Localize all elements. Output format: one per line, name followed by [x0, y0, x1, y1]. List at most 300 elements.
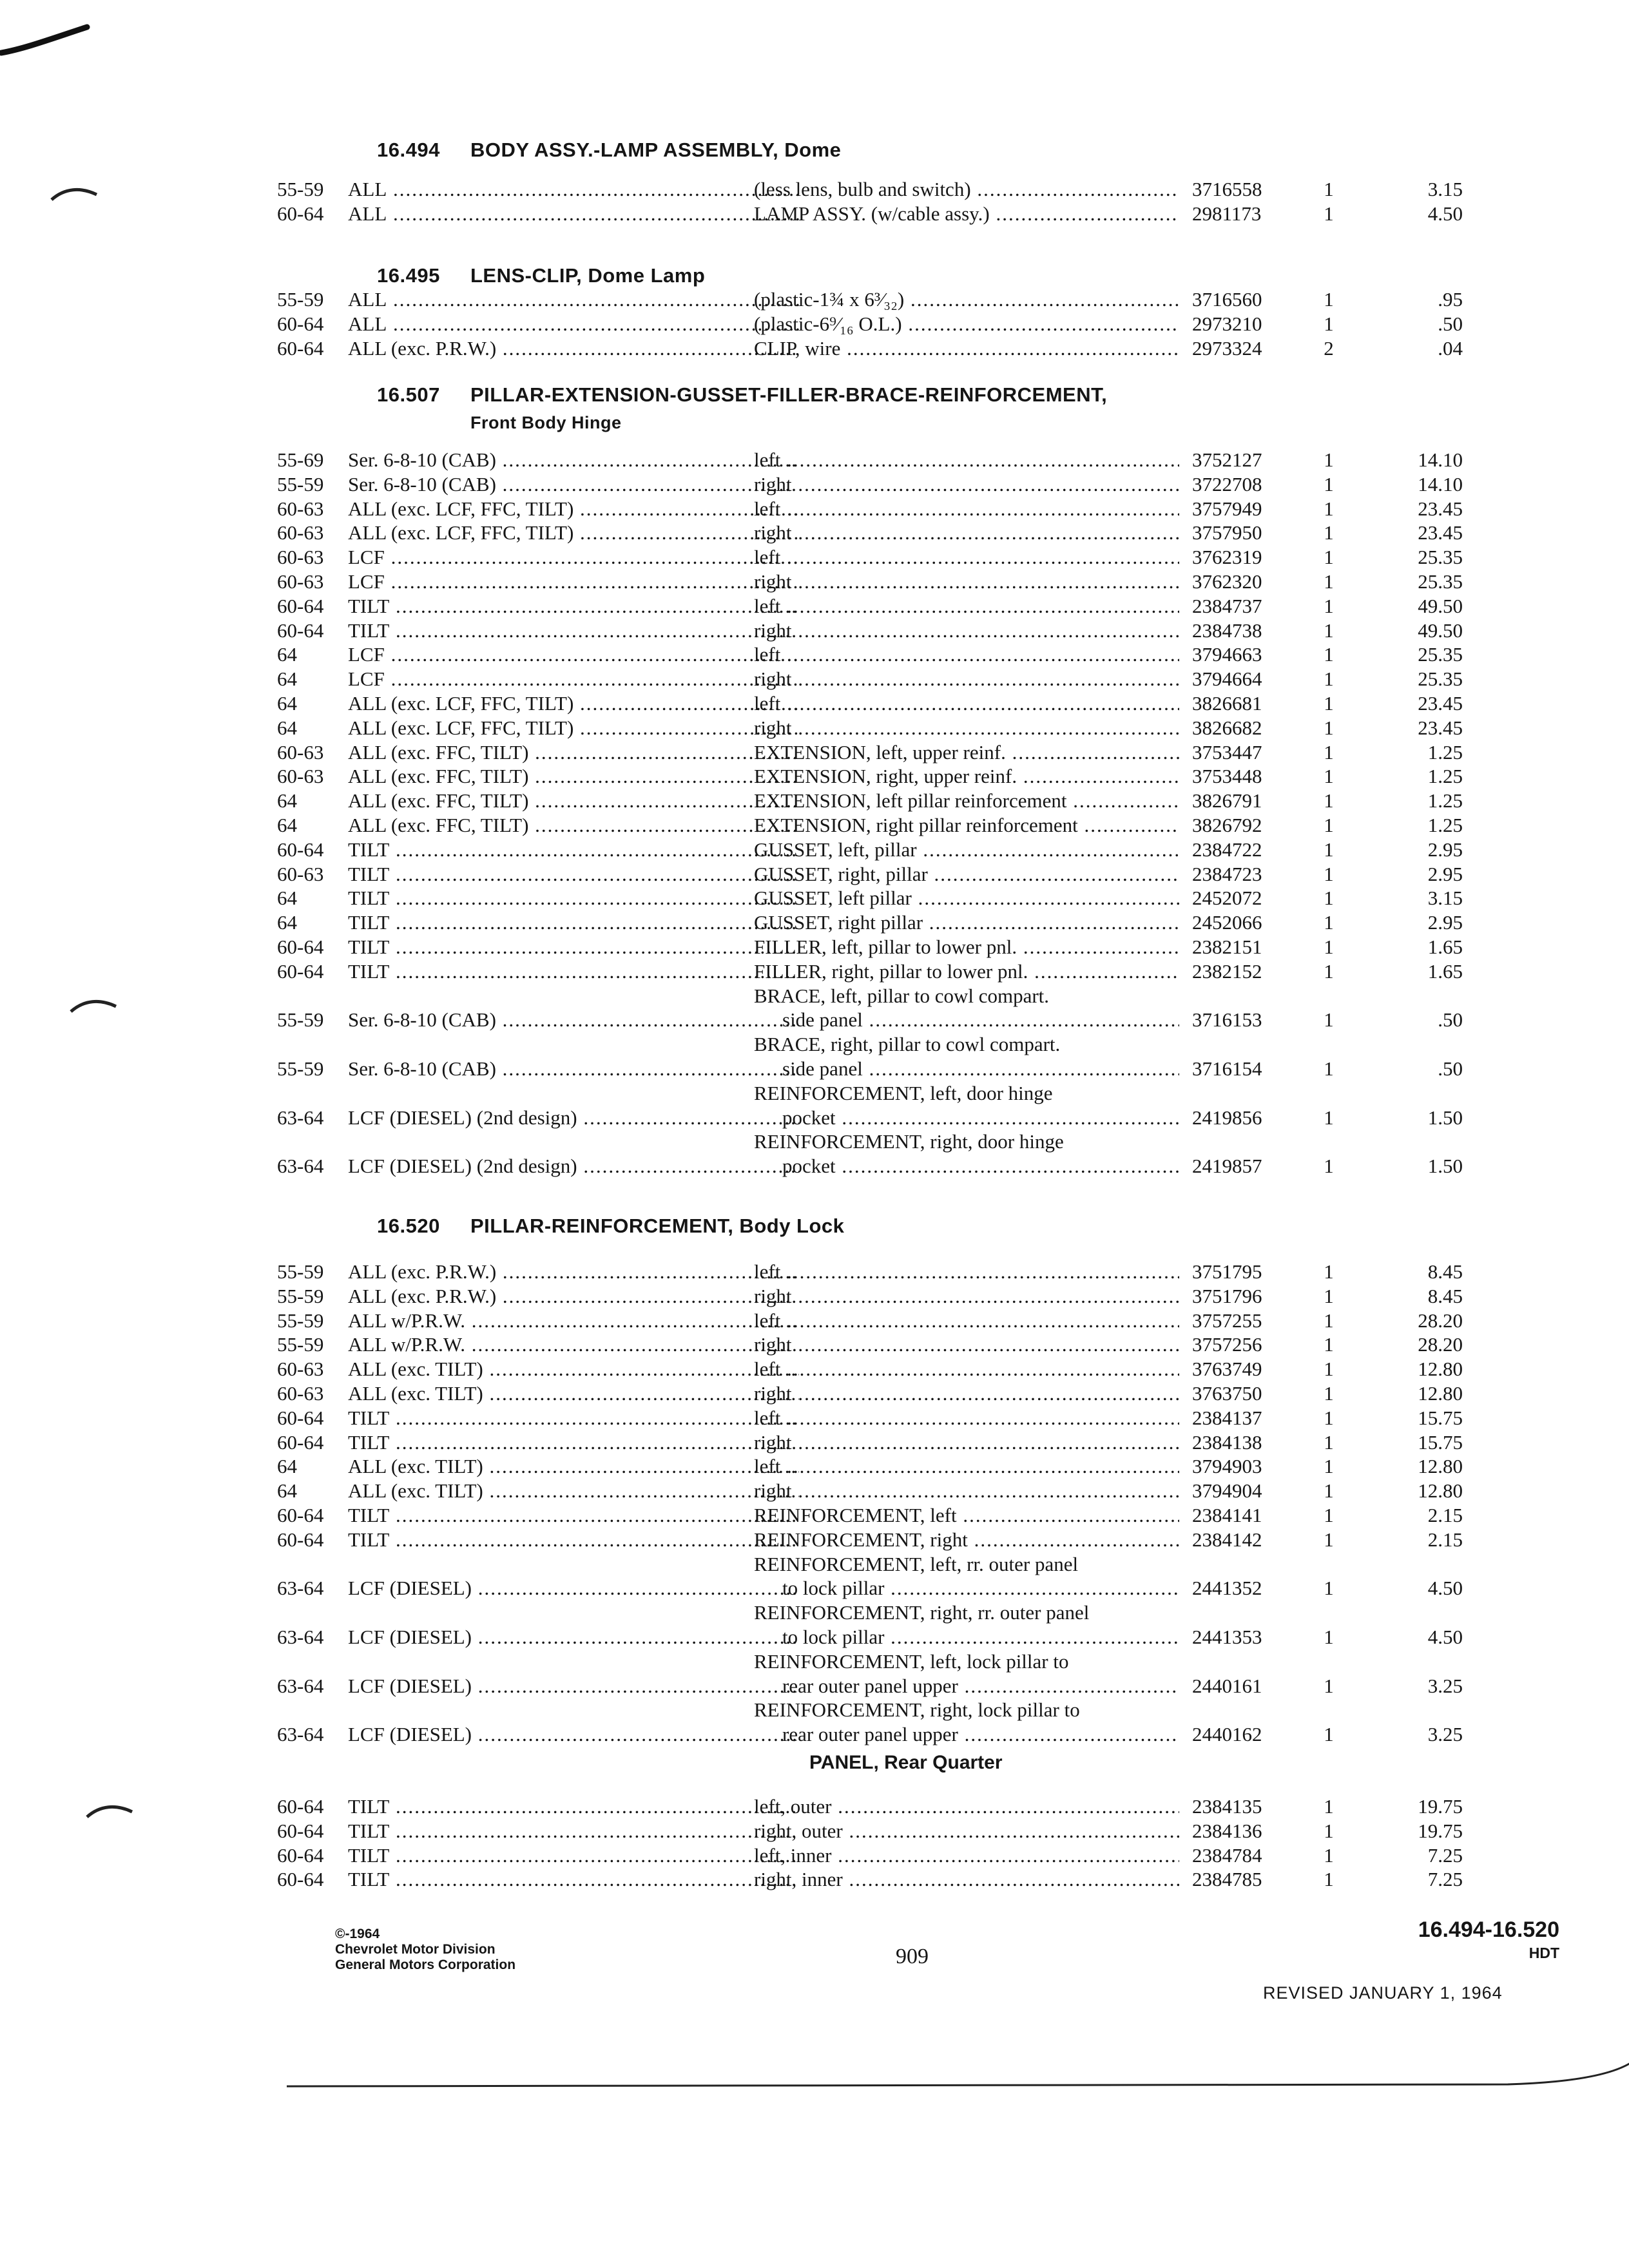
description-cell: right ..... [754, 1332, 1179, 1357]
price-cell: 23.45 [1418, 521, 1463, 544]
model-cell: TILT ..... [348, 1406, 799, 1430]
section-16-507 [277, 377, 1553, 1178]
part-number-cell: 2419856 [1192, 1106, 1262, 1129]
year-cell: 55-59 [277, 472, 324, 495]
part-number-cell: 3757950 [1192, 521, 1262, 544]
year-cell: 55-59 [277, 1333, 324, 1356]
year-cell: 60-63 [277, 570, 324, 593]
year-cell: 63-64 [277, 1625, 324, 1648]
subgroup-heading: PANEL, Rear Quarter [809, 1751, 1003, 1773]
year-cell: 64 [277, 887, 297, 910]
description-cell [754, 1649, 1179, 1698]
description-cell: EXTENSION, right pillar reinforcement ..... [754, 813, 1179, 838]
part-number-cell: 2441352 [1192, 1577, 1262, 1600]
price-cell: 2.95 [1427, 911, 1463, 934]
parts-row [277, 862, 1553, 887]
description-cell: GUSSET, left pillar ..... [754, 886, 1179, 910]
parts-row [277, 1649, 1553, 1698]
model-cell: LCF (DIESEL) (2nd design) ..... [348, 1154, 799, 1178]
parts-row [277, 594, 1553, 619]
description-cell: right ..... [754, 521, 1179, 545]
revision-date: REVISED JANUARY 1, 1964 [1263, 1983, 1503, 2003]
model-cell: TILT ..... [348, 594, 799, 619]
model-cell: ALL ..... [348, 287, 799, 312]
model-cell: Ser. 6-8-10 (CAB) ..... [348, 1057, 799, 1081]
year-cell: 64 [277, 1479, 297, 1503]
year-cell: 60-63 [277, 521, 324, 544]
model-cell: ALL (exc. FFC, TILT) ..... [348, 813, 799, 838]
price-cell: 1.25 [1427, 813, 1463, 836]
part-number-cell: 2382151 [1192, 935, 1262, 958]
section-title: BODY ASSY.-LAMP ASSEMBLY, Dome [470, 139, 842, 161]
description-line: REINFORCEMENT, right, lock pillar to [754, 1698, 1080, 1722]
description-cell: (plastic-6⁹⁄₁₆ O.L.) ..... [754, 312, 1179, 336]
parts-row [277, 1430, 1553, 1455]
parts-row [277, 1867, 1553, 1892]
quantity-cell: 1 [1324, 1284, 1334, 1307]
quantity-cell: 1 [1324, 288, 1334, 311]
description-cell: left ..... [754, 691, 1179, 716]
description-cell [754, 1552, 1179, 1601]
parts-row [277, 336, 1553, 361]
part-number-cell: 2440162 [1192, 1723, 1262, 1746]
part-number-cell: 2384723 [1192, 862, 1262, 885]
description-cell: left ..... [754, 1260, 1179, 1284]
part-number-cell: 3752127 [1192, 448, 1262, 471]
description-continuation: side panel ..... [754, 1008, 1179, 1032]
quantity-cell: 1 [1324, 570, 1334, 593]
price-cell: 1.25 [1427, 740, 1463, 764]
price-cell: .95 [1438, 288, 1463, 311]
description-cell [754, 984, 1179, 1033]
model-cell: TILT ..... [348, 935, 799, 959]
part-number-cell: 2452066 [1192, 911, 1262, 934]
page-number: 909 [896, 1945, 929, 1968]
parts-row [277, 1406, 1553, 1430]
year-cell: 55-59 [277, 1309, 324, 1332]
quantity-cell: 1 [1324, 1430, 1334, 1454]
year-cell: 64 [277, 813, 297, 836]
description-continuation: side panel ..... [754, 1057, 1179, 1081]
quantity-cell: 1 [1324, 178, 1334, 200]
section-header [277, 258, 1553, 287]
model-cell: TILT ..... [348, 910, 799, 935]
model-cell: ALL (exc. LCF, FFC, TILT) ..... [348, 716, 799, 740]
part-number-cell: 2384142 [1192, 1528, 1262, 1551]
year-cell: 60-63 [277, 1358, 324, 1381]
quantity-cell: 1 [1324, 1868, 1334, 1891]
section-header [277, 132, 1553, 177]
quantity-cell: 1 [1324, 716, 1334, 739]
part-number-cell: 3826791 [1192, 789, 1262, 812]
year-cell: 60-64 [277, 202, 324, 225]
section-16-494 [277, 132, 1553, 226]
description-cell: right ..... [754, 1381, 1179, 1406]
quantity-cell: 1 [1324, 1794, 1334, 1818]
description-continuation: pocket ..... [754, 1154, 1179, 1178]
quantity-cell: 1 [1324, 448, 1334, 471]
price-cell: 2.95 [1427, 862, 1463, 885]
price-cell: 15.75 [1418, 1430, 1463, 1454]
part-number-cell: 2973324 [1192, 336, 1262, 360]
part-number-cell: 3794663 [1192, 643, 1262, 666]
model-cell: LCF ..... [348, 570, 799, 594]
parts-row [277, 813, 1553, 838]
parts-row [277, 1819, 1553, 1843]
year-cell: 63-64 [277, 1723, 324, 1746]
year-cell: 55-69 [277, 448, 324, 471]
parts-row [277, 642, 1553, 667]
model-cell: TILT ..... [348, 1794, 799, 1819]
description-cell: left ..... [754, 448, 1179, 472]
year-cell: 64 [277, 789, 297, 812]
parts-row [277, 667, 1553, 691]
section-title: LENS-CLIP, Dome Lamp [470, 264, 706, 287]
quantity-cell: 1 [1324, 1843, 1334, 1867]
description-line: BRACE, right, pillar to cowl compart. [754, 1033, 1061, 1056]
quantity-cell: 1 [1324, 1577, 1334, 1600]
quantity-cell: 1 [1324, 838, 1334, 861]
parts-row [277, 789, 1553, 813]
parts-row [277, 1032, 1553, 1081]
description-cell [754, 1129, 1179, 1178]
price-cell: 25.35 [1418, 546, 1463, 569]
model-cell: TILT ..... [348, 1528, 799, 1552]
quantity-cell: 1 [1324, 740, 1334, 764]
description-cell: GUSSET, right pillar ..... [754, 910, 1179, 935]
section-number: 16.495 [377, 264, 440, 287]
year-cell: 60-64 [277, 838, 324, 861]
description-cell: left ..... [754, 1357, 1179, 1381]
year-cell: 64 [277, 1455, 297, 1478]
price-cell: 25.35 [1418, 643, 1463, 666]
model-cell: ALL ..... [348, 177, 799, 202]
parts-row [277, 1381, 1553, 1406]
price-cell: 2.15 [1427, 1503, 1463, 1526]
description-cell: right ..... [754, 1284, 1179, 1309]
year-cell: 60-64 [277, 594, 324, 617]
part-number-cell: 3763750 [1192, 1381, 1262, 1405]
part-number-cell: 3763749 [1192, 1358, 1262, 1381]
description-cell: EXTENSION, left pillar reinforcement ..... [754, 789, 1179, 813]
quantity-cell: 1 [1324, 521, 1334, 544]
model-cell: TILT ..... [348, 1430, 799, 1455]
part-number-cell: 2382152 [1192, 959, 1262, 983]
year-cell: 55-59 [277, 1057, 324, 1080]
section-16-520 [277, 1208, 1553, 1892]
year-cell: 63-64 [277, 1155, 324, 1178]
year-cell: 64 [277, 911, 297, 934]
parts-row [277, 1129, 1553, 1178]
price-cell: 49.50 [1418, 619, 1463, 642]
quantity-cell: 1 [1324, 1625, 1334, 1648]
copyright-year: ©-1964 [335, 1927, 380, 1941]
quantity-cell: 1 [1324, 1406, 1334, 1429]
year-cell: 60-64 [277, 1430, 324, 1454]
part-number-cell: 2384722 [1192, 838, 1262, 861]
model-cell: ALL (exc. P.R.W.) ..... [348, 336, 799, 361]
price-cell: 1.50 [1427, 1106, 1463, 1129]
model-cell: TILT ..... [348, 1843, 799, 1868]
quantity-cell: 1 [1324, 789, 1334, 812]
year-cell: 60-64 [277, 959, 324, 983]
description-cell: right, outer ..... [754, 1819, 1179, 1843]
year-cell: 55-59 [277, 1260, 324, 1283]
parts-row [277, 619, 1553, 643]
parts-row [277, 1698, 1553, 1747]
model-cell: ALL (exc. LCF, FFC, TILT) ..... [348, 497, 799, 521]
quantity-cell: 1 [1324, 862, 1334, 885]
parts-row [277, 497, 1553, 521]
year-cell: 60-63 [277, 497, 324, 520]
parts-row [277, 312, 1553, 336]
quantity-cell: 1 [1324, 887, 1334, 910]
description-cell: (less lens, bulb and switch) ..... [754, 177, 1179, 202]
model-cell: ALL ..... [348, 312, 799, 336]
description-cell: GUSSET, right, pillar ..... [754, 862, 1179, 887]
year-cell: 63-64 [277, 1577, 324, 1600]
description-cell: right ..... [754, 1430, 1179, 1455]
description-cell: (plastic-1¾ x 6³⁄₃₂) ..... [754, 287, 1179, 312]
part-number-cell: 3826682 [1192, 716, 1262, 739]
model-cell: ALL (exc. TILT) ..... [348, 1357, 799, 1381]
quantity-cell: 1 [1324, 619, 1334, 642]
model-cell: ALL (exc. P.R.W.) ..... [348, 1260, 799, 1284]
description-cell: EXTENSION, left, upper reinf. ..... [754, 740, 1179, 765]
model-cell: LCF ..... [348, 667, 799, 691]
model-cell: ALL w/P.R.W. ..... [348, 1332, 799, 1357]
model-cell: ALL (exc. TILT) ..... [348, 1479, 799, 1503]
part-number-cell: 2452072 [1192, 887, 1262, 910]
quantity-cell: 1 [1324, 202, 1334, 225]
description-cell: right, inner ..... [754, 1867, 1179, 1892]
price-cell: 1.25 [1427, 765, 1463, 788]
description-cell: right ..... [754, 716, 1179, 740]
year-cell: 64 [277, 643, 297, 666]
description-continuation: rear outer panel upper ..... [754, 1722, 1179, 1747]
price-cell: 28.20 [1418, 1309, 1463, 1332]
description-cell: GUSSET, left, pillar ..... [754, 838, 1179, 862]
part-number-cell: 2981173 [1192, 202, 1262, 225]
quantity-cell: 1 [1324, 472, 1334, 495]
price-cell: 1.25 [1427, 789, 1463, 812]
description-cell: REINFORCEMENT, right ..... [754, 1528, 1179, 1552]
model-cell: ALL (exc. FFC, TILT) ..... [348, 740, 799, 765]
parts-row [277, 472, 1553, 497]
parts-row [277, 545, 1553, 570]
part-number-cell: 3716154 [1192, 1057, 1262, 1080]
part-number-cell: 2973210 [1192, 312, 1262, 335]
description-continuation: to lock pillar ..... [754, 1625, 1179, 1649]
description-cell: FILLER, right, pillar to lower pnl. ..... [754, 959, 1179, 984]
model-cell: TILT ..... [348, 1503, 799, 1528]
model-cell: LCF ..... [348, 642, 799, 667]
parts-row [277, 740, 1553, 765]
description-cell: LAMP ASSY. (w/cable assy.) ..... [754, 202, 1179, 226]
year-cell: 60-64 [277, 1843, 324, 1867]
quantity-cell: 1 [1324, 312, 1334, 335]
year-cell: 60-64 [277, 1406, 324, 1429]
part-number-cell: 3757949 [1192, 497, 1262, 520]
price-cell: 15.75 [1418, 1406, 1463, 1429]
description-line: REINFORCEMENT, left, lock pillar to [754, 1649, 1069, 1673]
price-cell: 23.45 [1418, 716, 1463, 739]
price-cell: 4.50 [1427, 1577, 1463, 1600]
section-number: 16.520 [377, 1215, 440, 1237]
part-number-cell: 3794903 [1192, 1455, 1262, 1478]
year-cell: 60-64 [277, 619, 324, 642]
quantity-cell: 1 [1324, 1381, 1334, 1405]
year-cell: 60-63 [277, 862, 324, 885]
parts-row [277, 886, 1553, 910]
parts-row [277, 691, 1553, 716]
parts-row [277, 1794, 1553, 1819]
part-number-cell: 3753448 [1192, 765, 1262, 788]
price-cell: 4.50 [1427, 202, 1463, 225]
section-number: 16.507 [377, 383, 440, 406]
description-cell: left ..... [754, 594, 1179, 619]
model-cell: ALL (exc. TILT) ..... [348, 1381, 799, 1406]
price-cell: .04 [1438, 336, 1463, 360]
year-cell: 60-64 [277, 1528, 324, 1551]
price-cell: 19.75 [1418, 1794, 1463, 1818]
part-number-cell: 3722708 [1192, 472, 1262, 495]
quantity-cell: 1 [1324, 546, 1334, 569]
price-cell: 2.95 [1427, 838, 1463, 861]
model-cell: TILT ..... [348, 619, 799, 643]
model-cell: LCF (DIESEL) (2nd design) ..... [348, 1106, 799, 1130]
parts-row [277, 1552, 1553, 1601]
quantity-cell: 1 [1324, 1008, 1334, 1032]
model-cell: LCF (DIESEL) ..... [348, 1625, 799, 1649]
parts-row [277, 984, 1553, 1033]
quantity-cell: 1 [1324, 668, 1334, 691]
catalog-code: HDT [1528, 1945, 1559, 1961]
quantity-cell: 1 [1324, 643, 1334, 666]
part-number-cell: 2384785 [1192, 1868, 1262, 1891]
part-number-cell: 3762320 [1192, 570, 1262, 593]
price-cell: 12.80 [1418, 1381, 1463, 1405]
price-cell: 7.25 [1427, 1843, 1463, 1867]
parts-row [277, 177, 1553, 202]
parts-row [277, 716, 1553, 740]
part-number-cell: 2384137 [1192, 1406, 1262, 1429]
part-number-cell: 2440161 [1192, 1674, 1262, 1697]
price-cell: 12.80 [1418, 1455, 1463, 1478]
part-number-cell: 2384141 [1192, 1503, 1262, 1526]
description-cell: left ..... [754, 642, 1179, 667]
price-cell: 23.45 [1418, 691, 1463, 715]
punch-hole-mark [68, 992, 119, 1018]
description-cell: FILLER, left, pillar to lower pnl. ..... [754, 935, 1179, 959]
model-cell: Ser. 6-8-10 (CAB) ..... [348, 1008, 799, 1032]
year-cell: 55-59 [277, 1008, 324, 1032]
quantity-cell: 1 [1324, 1358, 1334, 1381]
part-number-cell: 3826681 [1192, 691, 1262, 715]
part-number-cell: 2384737 [1192, 594, 1262, 617]
year-cell: 55-59 [277, 178, 324, 200]
model-cell: LCF (DIESEL) ..... [348, 1674, 799, 1698]
parts-row [277, 1503, 1553, 1528]
year-cell: 64 [277, 668, 297, 691]
quantity-cell: 1 [1324, 594, 1334, 617]
description-cell: CLIP, wire ..... [754, 336, 1179, 361]
quantity-cell: 1 [1324, 497, 1334, 520]
description-line: REINFORCEMENT, left, door hinge [754, 1081, 1053, 1104]
year-cell: 60-63 [277, 1381, 324, 1405]
copyright-block [335, 1927, 516, 1973]
model-cell: ALL (exc. TILT) ..... [348, 1454, 799, 1479]
quantity-cell: 1 [1324, 1723, 1334, 1746]
parts-row [277, 935, 1553, 959]
price-cell: 1.65 [1427, 935, 1463, 958]
price-cell: .50 [1438, 1057, 1463, 1080]
quantity-cell: 1 [1324, 1819, 1334, 1842]
section-number: 16.494 [377, 139, 440, 161]
quantity-cell: 1 [1324, 765, 1334, 788]
price-cell: 19.75 [1418, 1819, 1463, 1842]
year-cell: 63-64 [277, 1674, 324, 1697]
model-cell: LCF (DIESEL) ..... [348, 1722, 799, 1747]
quantity-cell: 2 [1324, 336, 1334, 360]
description-cell: left ..... [754, 1309, 1179, 1333]
description-cell: right ..... [754, 1479, 1179, 1503]
description-line: REINFORCEMENT, right, door hinge [754, 1130, 1064, 1153]
punch-hole-mark [48, 180, 100, 206]
price-cell: 8.45 [1427, 1260, 1463, 1283]
parts-row [277, 764, 1553, 789]
description-cell [754, 1698, 1179, 1747]
part-number-cell: 2384784 [1192, 1843, 1262, 1867]
part-number-cell: 2384136 [1192, 1819, 1262, 1842]
price-cell: 1.50 [1427, 1155, 1463, 1178]
price-cell: .50 [1438, 1008, 1463, 1032]
year-cell: 60-64 [277, 336, 324, 360]
quantity-cell: 1 [1324, 813, 1334, 836]
parts-row [277, 1843, 1553, 1868]
description-cell: REINFORCEMENT, left ..... [754, 1503, 1179, 1528]
year-cell: 60-63 [277, 740, 324, 764]
parts-row [277, 1332, 1553, 1357]
year-cell: 60-64 [277, 1868, 324, 1891]
parts-row [277, 910, 1553, 935]
year-cell: 60-64 [277, 1819, 324, 1842]
year-cell: 55-59 [277, 288, 324, 311]
quantity-cell: 1 [1324, 935, 1334, 958]
part-number-cell: 3751795 [1192, 1260, 1262, 1283]
price-cell: 4.50 [1427, 1625, 1463, 1648]
scan-line-bottom [284, 2049, 1629, 2094]
quantity-cell: 1 [1324, 1455, 1334, 1478]
model-cell: LCF (DIESEL) ..... [348, 1576, 799, 1600]
year-cell: 63-64 [277, 1106, 324, 1129]
parts-row [277, 287, 1553, 312]
year-cell: 60-64 [277, 1794, 324, 1818]
price-cell: .50 [1438, 312, 1463, 335]
quantity-cell: 1 [1324, 1674, 1334, 1697]
parts-row [277, 570, 1553, 594]
description-line: BRACE, left, pillar to cowl compart. [754, 984, 1050, 1007]
year-cell: 60-63 [277, 546, 324, 569]
part-number-cell: 3794904 [1192, 1479, 1262, 1503]
part-number-cell: 3757256 [1192, 1333, 1262, 1356]
model-cell: TILT ..... [348, 1819, 799, 1843]
model-cell: TILT ..... [348, 838, 799, 862]
corporation-name: General Motors Corporation [335, 1957, 516, 1972]
description-cell: right ..... [754, 619, 1179, 643]
quantity-cell: 1 [1324, 1479, 1334, 1503]
quantity-cell: 1 [1324, 1503, 1334, 1526]
